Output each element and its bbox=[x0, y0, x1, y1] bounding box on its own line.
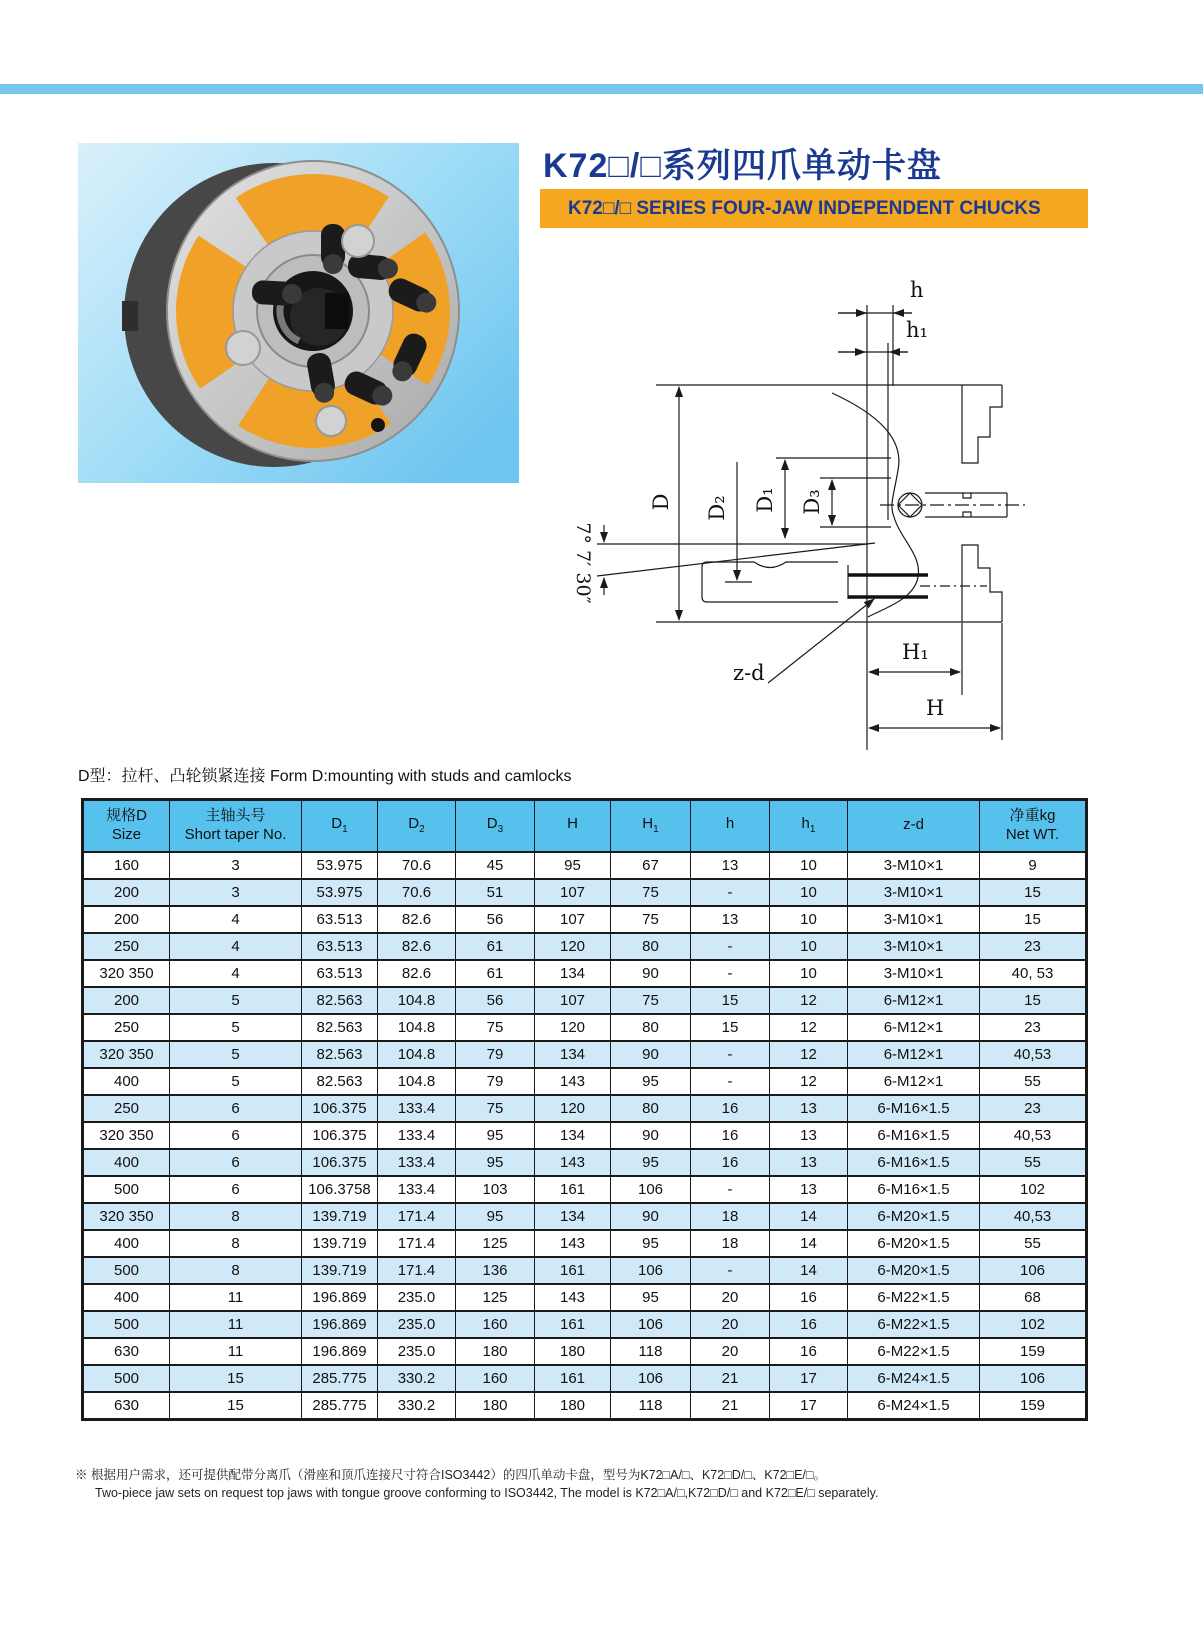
cell: 14 bbox=[770, 1257, 848, 1284]
cell: 15 bbox=[980, 906, 1087, 933]
cell: 161 bbox=[535, 1176, 611, 1203]
cell: 5 bbox=[170, 1068, 302, 1095]
cell: 250 bbox=[83, 933, 170, 960]
cell: 75 bbox=[611, 906, 691, 933]
cell: 12 bbox=[770, 1014, 848, 1041]
cell: 180 bbox=[535, 1392, 611, 1420]
table-row bbox=[83, 1068, 1087, 1095]
cell: 8 bbox=[170, 1230, 302, 1257]
cell: 11 bbox=[170, 1284, 302, 1311]
cell: 159 bbox=[980, 1338, 1087, 1365]
cell: 56 bbox=[456, 906, 535, 933]
cell: 95 bbox=[611, 1230, 691, 1257]
cell: 400 bbox=[83, 1068, 170, 1095]
table-row bbox=[83, 1311, 1087, 1338]
cell: 70.6 bbox=[378, 879, 456, 906]
cell: 250 bbox=[83, 1014, 170, 1041]
cell: 180 bbox=[535, 1338, 611, 1365]
dim-label-h: h bbox=[910, 278, 924, 302]
footnote bbox=[75, 1466, 878, 1502]
cell: 3-M10×1 bbox=[848, 852, 980, 879]
cell: 6-M22×1.5 bbox=[848, 1311, 980, 1338]
cell: 82.563 bbox=[302, 1068, 378, 1095]
cell: 6-M22×1.5 bbox=[848, 1338, 980, 1365]
cell: 63.513 bbox=[302, 933, 378, 960]
cell: 6 bbox=[170, 1122, 302, 1149]
cell: 16 bbox=[691, 1122, 770, 1149]
cell: 630 bbox=[83, 1392, 170, 1420]
cell: 4 bbox=[170, 933, 302, 960]
cell: 139.719 bbox=[302, 1230, 378, 1257]
dim-label-zd: z-d bbox=[733, 661, 765, 685]
cell: 16 bbox=[691, 1095, 770, 1122]
cell: 4 bbox=[170, 906, 302, 933]
cell: 80 bbox=[611, 1014, 691, 1041]
cell: 107 bbox=[535, 879, 611, 906]
cell: 55 bbox=[980, 1149, 1087, 1176]
cell: 15 bbox=[691, 987, 770, 1014]
cell: 61 bbox=[456, 960, 535, 987]
table-row bbox=[83, 852, 1087, 879]
table-row bbox=[83, 1149, 1087, 1176]
cell: 95 bbox=[611, 1284, 691, 1311]
dim-label-D1: D₁ bbox=[753, 487, 777, 513]
cell: 6-M20×1.5 bbox=[848, 1203, 980, 1230]
cell: 285.775 bbox=[302, 1365, 378, 1392]
cell: 82.6 bbox=[378, 933, 456, 960]
cell: 16 bbox=[770, 1338, 848, 1365]
cell: 5 bbox=[170, 1014, 302, 1041]
cell: 250 bbox=[83, 1095, 170, 1122]
cell: 106 bbox=[611, 1257, 691, 1284]
cell: 15 bbox=[980, 987, 1087, 1014]
cell: 6-M20×1.5 bbox=[848, 1230, 980, 1257]
cell: 133.4 bbox=[378, 1149, 456, 1176]
cell: 10 bbox=[770, 852, 848, 879]
cell: 6-M20×1.5 bbox=[848, 1257, 980, 1284]
cell: 18 bbox=[691, 1230, 770, 1257]
cell: 285.775 bbox=[302, 1392, 378, 1420]
cell: 12 bbox=[770, 1068, 848, 1095]
cell: 320 350 bbox=[83, 1122, 170, 1149]
cell: 13 bbox=[691, 852, 770, 879]
cell: 23 bbox=[980, 933, 1087, 960]
cell: 106 bbox=[980, 1257, 1087, 1284]
cell: 134 bbox=[535, 1122, 611, 1149]
cell: 6 bbox=[170, 1149, 302, 1176]
cell: 320 350 bbox=[83, 960, 170, 987]
cell: 18 bbox=[691, 1203, 770, 1230]
cell: 139.719 bbox=[302, 1257, 378, 1284]
cell: 23 bbox=[980, 1014, 1087, 1041]
cell: 104.8 bbox=[378, 1014, 456, 1041]
col-d3: $D_3$ bbox=[456, 800, 535, 852]
cell: 106.375 bbox=[302, 1122, 378, 1149]
dim-label-D3: D₃ bbox=[800, 489, 824, 515]
cell: 40,53 bbox=[980, 1122, 1087, 1149]
dim-label-D: D bbox=[649, 493, 673, 511]
cell: 53.975 bbox=[302, 852, 378, 879]
cell: 13 bbox=[770, 1149, 848, 1176]
cell: 118 bbox=[611, 1392, 691, 1420]
cell: 20 bbox=[691, 1338, 770, 1365]
cell: 500 bbox=[83, 1176, 170, 1203]
cell: 104.8 bbox=[378, 1068, 456, 1095]
cell: 139.719 bbox=[302, 1203, 378, 1230]
cell: 53.975 bbox=[302, 879, 378, 906]
cell: 500 bbox=[83, 1311, 170, 1338]
cell: 55 bbox=[980, 1230, 1087, 1257]
cell: 180 bbox=[456, 1392, 535, 1420]
cell: 180 bbox=[456, 1338, 535, 1365]
cell: 200 bbox=[83, 879, 170, 906]
cell: 120 bbox=[535, 1014, 611, 1041]
cell: - bbox=[691, 1041, 770, 1068]
cell: 15 bbox=[691, 1014, 770, 1041]
cell: 13 bbox=[770, 1122, 848, 1149]
product-photo bbox=[78, 143, 519, 483]
cell: 82.6 bbox=[378, 906, 456, 933]
cell: 16 bbox=[770, 1311, 848, 1338]
cell: 61 bbox=[456, 933, 535, 960]
cell: 103 bbox=[456, 1176, 535, 1203]
cell: 400 bbox=[83, 1284, 170, 1311]
cell: 134 bbox=[535, 1203, 611, 1230]
cell: 14 bbox=[770, 1230, 848, 1257]
table-row bbox=[83, 1041, 1087, 1068]
cell: 16 bbox=[770, 1284, 848, 1311]
cell: 6-M24×1.5 bbox=[848, 1365, 980, 1392]
cell: 79 bbox=[456, 1041, 535, 1068]
cell: 120 bbox=[535, 933, 611, 960]
cell: 45 bbox=[456, 852, 535, 879]
cell: 330.2 bbox=[378, 1365, 456, 1392]
cell: 15 bbox=[980, 879, 1087, 906]
cell: 8 bbox=[170, 1203, 302, 1230]
col-size: 规格D Size bbox=[83, 800, 170, 852]
cell: 196.869 bbox=[302, 1338, 378, 1365]
cell: 6-M16×1.5 bbox=[848, 1122, 980, 1149]
cell: 16 bbox=[691, 1149, 770, 1176]
cell: 106.375 bbox=[302, 1149, 378, 1176]
cell: 160 bbox=[83, 852, 170, 879]
footnote-en: Two-piece jaw sets on request top jaws with tongue groove conforming to ISO3442, The model is K72□A/□,K72□D/□ and K72□E/□ separately. bbox=[95, 1486, 879, 1501]
cell: 82.6 bbox=[378, 960, 456, 987]
cell: 6 bbox=[170, 1095, 302, 1122]
cell: 6-M22×1.5 bbox=[848, 1284, 980, 1311]
cell: 200 bbox=[83, 906, 170, 933]
table-row bbox=[83, 1230, 1087, 1257]
cell: 13 bbox=[691, 906, 770, 933]
cell: 107 bbox=[535, 906, 611, 933]
cell: 12 bbox=[770, 987, 848, 1014]
cell: 125 bbox=[456, 1284, 535, 1311]
cell: 106.375 bbox=[302, 1095, 378, 1122]
cell: 13 bbox=[770, 1095, 848, 1122]
cell: 95 bbox=[535, 852, 611, 879]
table-row bbox=[83, 1095, 1087, 1122]
cell: 90 bbox=[611, 1122, 691, 1149]
cell: 17 bbox=[770, 1392, 848, 1420]
cell: - bbox=[691, 1257, 770, 1284]
cell: 21 bbox=[691, 1392, 770, 1420]
cell: 6-M12×1 bbox=[848, 1014, 980, 1041]
cell: 133.4 bbox=[378, 1095, 456, 1122]
cell: 40,53 bbox=[980, 1041, 1087, 1068]
series-banner bbox=[540, 189, 1088, 228]
cell: 400 bbox=[83, 1149, 170, 1176]
col-H: H bbox=[535, 800, 611, 852]
cell: 15 bbox=[170, 1365, 302, 1392]
cell: 106 bbox=[611, 1176, 691, 1203]
cell: 133.4 bbox=[378, 1176, 456, 1203]
table-row bbox=[83, 1338, 1087, 1365]
cell: 143 bbox=[535, 1284, 611, 1311]
cell: 95 bbox=[456, 1122, 535, 1149]
cell: 90 bbox=[611, 960, 691, 987]
cell: 143 bbox=[535, 1068, 611, 1095]
cell: 20 bbox=[691, 1284, 770, 1311]
cell: 10 bbox=[770, 960, 848, 987]
cell: 6-M12×1 bbox=[848, 1068, 980, 1095]
table-row bbox=[83, 1176, 1087, 1203]
cell: 82.563 bbox=[302, 1041, 378, 1068]
table-row bbox=[83, 987, 1087, 1014]
dim-label-H: H bbox=[926, 696, 945, 720]
cell: 104.8 bbox=[378, 1041, 456, 1068]
col-d2: $D_2$ bbox=[378, 800, 456, 852]
cell: 3-M10×1 bbox=[848, 879, 980, 906]
cell: 3-M10×1 bbox=[848, 906, 980, 933]
cell: 15 bbox=[170, 1392, 302, 1420]
cell: 40,53 bbox=[980, 1203, 1087, 1230]
spec-table bbox=[81, 798, 1088, 1421]
section-caption: D型：拉杆、凸轮锁紧连接 Form D:mounting with studs and camlocks bbox=[78, 768, 572, 785]
cell: 68 bbox=[980, 1284, 1087, 1311]
chuck-photo-illustration bbox=[78, 143, 519, 483]
cell: 171.4 bbox=[378, 1203, 456, 1230]
cell: 10 bbox=[770, 879, 848, 906]
cell: 63.513 bbox=[302, 906, 378, 933]
cell: 120 bbox=[535, 1095, 611, 1122]
cell: 67 bbox=[611, 852, 691, 879]
table-row bbox=[83, 1284, 1087, 1311]
cell: - bbox=[691, 1176, 770, 1203]
table-row bbox=[83, 1365, 1087, 1392]
col-short-taper: 主轴头号 Short taper No. bbox=[170, 800, 302, 852]
cell: 63.513 bbox=[302, 960, 378, 987]
cell: 106 bbox=[611, 1311, 691, 1338]
cell: 330.2 bbox=[378, 1392, 456, 1420]
col-d1: $D_1$ bbox=[302, 800, 378, 852]
cell: 70.6 bbox=[378, 852, 456, 879]
cell: - bbox=[691, 879, 770, 906]
cell: 320 350 bbox=[83, 1203, 170, 1230]
cell: 3-M10×1 bbox=[848, 960, 980, 987]
dim-label-D2: D₂ bbox=[705, 495, 729, 521]
col-net-wt: 净重kg Net WT. bbox=[980, 800, 1087, 852]
technical-drawing bbox=[520, 255, 1168, 755]
cell: - bbox=[691, 933, 770, 960]
col-h1: $h_1$ bbox=[770, 800, 848, 852]
cell: 55 bbox=[980, 1068, 1087, 1095]
cell: 196.869 bbox=[302, 1311, 378, 1338]
cell: 107 bbox=[535, 987, 611, 1014]
cell: 134 bbox=[535, 960, 611, 987]
cell: 6 bbox=[170, 1176, 302, 1203]
cell: 14 bbox=[770, 1203, 848, 1230]
cell: 6-M16×1.5 bbox=[848, 1149, 980, 1176]
cell: 134 bbox=[535, 1041, 611, 1068]
cell: 4 bbox=[170, 960, 302, 987]
cell: 82.563 bbox=[302, 1014, 378, 1041]
cell: 118 bbox=[611, 1338, 691, 1365]
cell: - bbox=[691, 1068, 770, 1095]
cell: 56 bbox=[456, 987, 535, 1014]
cell: 160 bbox=[456, 1365, 535, 1392]
cell: 21 bbox=[691, 1365, 770, 1392]
cell: 235.0 bbox=[378, 1338, 456, 1365]
top-accent-band bbox=[0, 84, 1203, 94]
cell: 106 bbox=[611, 1365, 691, 1392]
cell: 3 bbox=[170, 852, 302, 879]
cell: 500 bbox=[83, 1257, 170, 1284]
cell: 75 bbox=[456, 1014, 535, 1041]
cell: 200 bbox=[83, 987, 170, 1014]
cell: 143 bbox=[535, 1149, 611, 1176]
table-row bbox=[83, 1203, 1087, 1230]
cell: 3 bbox=[170, 879, 302, 906]
cell: 95 bbox=[456, 1203, 535, 1230]
cell: 95 bbox=[611, 1149, 691, 1176]
cell: 136 bbox=[456, 1257, 535, 1284]
cell: 75 bbox=[611, 987, 691, 1014]
cell: 102 bbox=[980, 1311, 1087, 1338]
cell: 6-M12×1 bbox=[848, 1041, 980, 1068]
cell: 10 bbox=[770, 906, 848, 933]
table-row bbox=[83, 960, 1087, 987]
cell: 75 bbox=[611, 879, 691, 906]
cell: - bbox=[691, 960, 770, 987]
col-h: h bbox=[691, 800, 770, 852]
table-row bbox=[83, 906, 1087, 933]
dim-label-H1: H₁ bbox=[902, 640, 929, 664]
cell: 11 bbox=[170, 1311, 302, 1338]
cell: 90 bbox=[611, 1203, 691, 1230]
cell: 235.0 bbox=[378, 1284, 456, 1311]
cell: 630 bbox=[83, 1338, 170, 1365]
table-row bbox=[83, 879, 1087, 906]
table-row bbox=[83, 1257, 1087, 1284]
cell: 159 bbox=[980, 1392, 1087, 1420]
cell: 133.4 bbox=[378, 1122, 456, 1149]
cell: 6-M16×1.5 bbox=[848, 1095, 980, 1122]
cell: 40, 53 bbox=[980, 960, 1087, 987]
cell: 143 bbox=[535, 1230, 611, 1257]
footnote-cn: ※ 根据用户需求，还可提供配带分离爪（滑座和顶爪连接尺寸符合ISO3442）的四爪单动卡盘，型号为K72□A/□、K72□D/□、K72□E/□。 bbox=[75, 1468, 826, 1482]
cell: 80 bbox=[611, 933, 691, 960]
cell: 161 bbox=[535, 1257, 611, 1284]
cell: 8 bbox=[170, 1257, 302, 1284]
series-banner-text: K72□/□ SERIES FOUR-JAW INDEPENDENT CHUCKS bbox=[568, 197, 1041, 219]
cell: 104.8 bbox=[378, 987, 456, 1014]
table-row bbox=[83, 1392, 1087, 1420]
cell: 10 bbox=[770, 933, 848, 960]
cell: 95 bbox=[611, 1068, 691, 1095]
col-H1: $H_1$ bbox=[611, 800, 691, 852]
cell: 106.3758 bbox=[302, 1176, 378, 1203]
dim-label-h1: h₁ bbox=[906, 318, 928, 342]
page-title: K72□/□系列四爪单动卡盘 bbox=[543, 147, 942, 185]
cell: 23 bbox=[980, 1095, 1087, 1122]
cell: 161 bbox=[535, 1311, 611, 1338]
cell: 5 bbox=[170, 987, 302, 1014]
cell: 82.563 bbox=[302, 987, 378, 1014]
cell: 20 bbox=[691, 1311, 770, 1338]
table-header-row bbox=[83, 800, 1087, 852]
cell: 12 bbox=[770, 1041, 848, 1068]
cell: 51 bbox=[456, 879, 535, 906]
cell: 500 bbox=[83, 1365, 170, 1392]
spec-table-body bbox=[83, 852, 1087, 1420]
cell: 95 bbox=[456, 1149, 535, 1176]
cell: 171.4 bbox=[378, 1230, 456, 1257]
cell: 6-M24×1.5 bbox=[848, 1392, 980, 1420]
cell: 320 350 bbox=[83, 1041, 170, 1068]
table-row bbox=[83, 1014, 1087, 1041]
cell: 17 bbox=[770, 1365, 848, 1392]
cell: 196.869 bbox=[302, 1284, 378, 1311]
cell: 80 bbox=[611, 1095, 691, 1122]
cell: 6-M16×1.5 bbox=[848, 1176, 980, 1203]
cell: 160 bbox=[456, 1311, 535, 1338]
cell: 235.0 bbox=[378, 1311, 456, 1338]
cell: 90 bbox=[611, 1041, 691, 1068]
cell: 125 bbox=[456, 1230, 535, 1257]
col-zd: z-d bbox=[848, 800, 980, 852]
cell: 400 bbox=[83, 1230, 170, 1257]
cell: 79 bbox=[456, 1068, 535, 1095]
cell: 102 bbox=[980, 1176, 1087, 1203]
dim-label-angle: 7° 7′ 30″ bbox=[572, 522, 594, 604]
table-row bbox=[83, 933, 1087, 960]
cell: 13 bbox=[770, 1176, 848, 1203]
cell: 75 bbox=[456, 1095, 535, 1122]
cell: 9 bbox=[980, 852, 1087, 879]
cell: 6-M12×1 bbox=[848, 987, 980, 1014]
table-row bbox=[83, 1122, 1087, 1149]
dimension-drawing bbox=[520, 255, 1168, 755]
cell: 161 bbox=[535, 1365, 611, 1392]
cell: 106 bbox=[980, 1365, 1087, 1392]
cell: 11 bbox=[170, 1338, 302, 1365]
cell: 5 bbox=[170, 1041, 302, 1068]
cell: 171.4 bbox=[378, 1257, 456, 1284]
cell: 3-M10×1 bbox=[848, 933, 980, 960]
